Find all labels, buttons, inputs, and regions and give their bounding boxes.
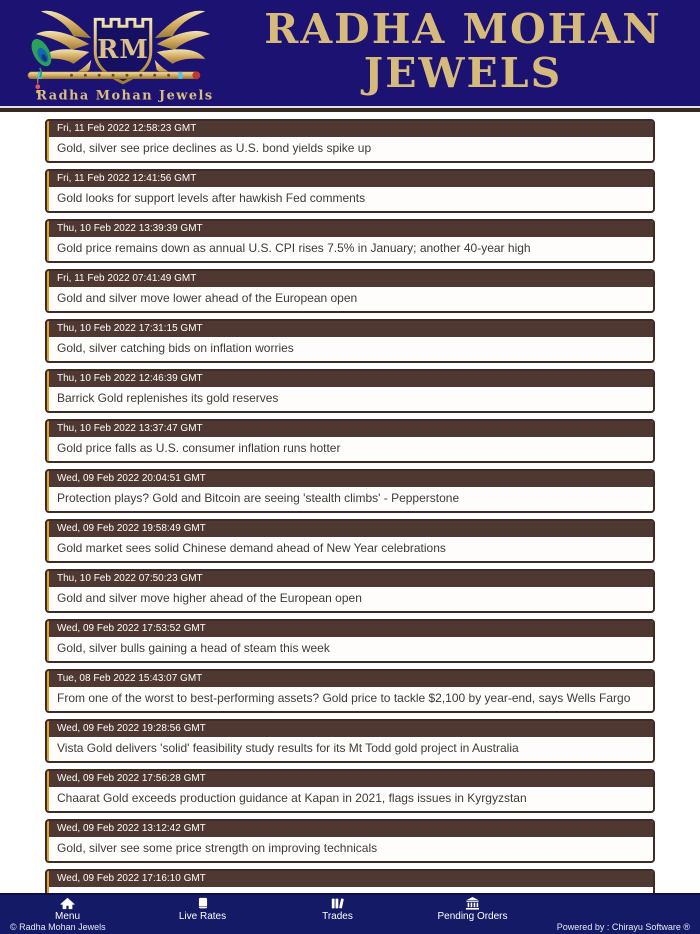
news-date: Tue, 08 Feb 2022 15:43:07 GMT bbox=[47, 671, 653, 687]
news-headline: Chaarat Gold exceeds production guidance at Kapan in 2021, flags issues in Kyrgyzstan bbox=[47, 787, 653, 811]
news-date: Thu, 10 Feb 2022 07:50:23 GMT bbox=[47, 571, 653, 587]
brand-logo bbox=[14, 2, 232, 104]
footer-copyright: © Radha Mohan Jewels bbox=[10, 922, 106, 932]
news-card[interactable] bbox=[45, 619, 655, 663]
logo-monogram: RM bbox=[97, 34, 149, 65]
news-headline: Gold, silver see some price strength on improving technicals bbox=[47, 837, 653, 861]
nav-label-live-rates: Live Rates bbox=[178, 911, 227, 922]
nav-item-pending-orders[interactable] bbox=[405, 895, 540, 922]
brand-title-line2: JEWELS bbox=[363, 49, 563, 97]
news-date: Wed, 09 Feb 2022 17:56:28 GMT bbox=[47, 771, 653, 787]
news-card[interactable] bbox=[45, 169, 655, 213]
news-headline: Gold, silver catching bids on inflation worries bbox=[47, 337, 653, 361]
bottom-nav-items bbox=[0, 895, 540, 922]
news-headline: From one of the worst to best-performing assets? Gold price to tackle $2,100 by year-end, says Wells Fargo bbox=[47, 687, 653, 711]
news-card[interactable] bbox=[45, 819, 655, 863]
news-date: Wed, 09 Feb 2022 19:28:56 GMT bbox=[47, 721, 653, 737]
footer-row bbox=[10, 922, 690, 932]
news-list bbox=[0, 112, 700, 913]
brand-title bbox=[232, 7, 700, 95]
news-card[interactable] bbox=[45, 469, 655, 513]
nav-label-trades: Trades bbox=[322, 911, 353, 922]
news-headline: Gold market sees solid Chinese demand ahead of New Year celebrations bbox=[47, 537, 653, 561]
news-headline: Protection plays? Gold and Bitcoin are seeing 'stealth climbs' - Pepperstone bbox=[47, 487, 653, 511]
footer-powered-by: Powered by : Chirayu Software ® bbox=[556, 922, 690, 932]
news-headline: Gold looks for support levels after hawkish Fed comments bbox=[47, 187, 653, 211]
home-icon bbox=[60, 897, 75, 910]
logo-caption: Radha Mohan Jewels bbox=[36, 88, 214, 104]
news-card[interactable] bbox=[45, 369, 655, 413]
nav-item-trades[interactable] bbox=[270, 895, 405, 922]
news-card[interactable] bbox=[45, 219, 655, 263]
library-books-icon bbox=[330, 897, 345, 910]
news-date: Thu, 10 Feb 2022 13:39:39 GMT bbox=[47, 221, 653, 237]
nav-label-pending-orders: Pending Orders bbox=[437, 911, 508, 922]
news-headline: Barrick Gold replenishes its gold reserves bbox=[47, 387, 653, 411]
news-date: Wed, 09 Feb 2022 17:53:52 GMT bbox=[47, 621, 653, 637]
news-date: Thu, 10 Feb 2022 17:31:15 GMT bbox=[47, 321, 653, 337]
news-headline: Gold, silver bulls gaining a head of steam this week bbox=[47, 637, 653, 661]
bottom-nav bbox=[0, 893, 700, 934]
nav-label-menu: Menu bbox=[54, 911, 80, 922]
news-card[interactable] bbox=[45, 769, 655, 813]
news-card[interactable] bbox=[45, 569, 655, 613]
news-date: Fri, 11 Feb 2022 12:41:56 GMT bbox=[47, 171, 653, 187]
brand-title-line1: RADHA MOHAN bbox=[264, 5, 662, 53]
news-date: Wed, 09 Feb 2022 17:16:10 GMT bbox=[47, 871, 653, 887]
news-date: Thu, 10 Feb 2022 13:37:47 GMT bbox=[47, 421, 653, 437]
nav-item-menu[interactable] bbox=[0, 895, 135, 922]
news-headline: Gold and silver move higher ahead of the European open bbox=[47, 587, 653, 611]
news-card[interactable] bbox=[45, 119, 655, 163]
news-card[interactable] bbox=[45, 419, 655, 463]
news-card[interactable] bbox=[45, 669, 655, 713]
app-header bbox=[0, 0, 700, 106]
news-date: Thu, 10 Feb 2022 12:46:39 GMT bbox=[47, 371, 653, 387]
nav-item-live-rates[interactable] bbox=[135, 895, 270, 922]
news-card[interactable] bbox=[45, 519, 655, 563]
news-date: Wed, 09 Feb 2022 19:58:49 GMT bbox=[47, 521, 653, 537]
news-date: Fri, 11 Feb 2022 12:58:23 GMT bbox=[47, 121, 653, 137]
book-icon bbox=[196, 897, 210, 910]
news-date: Wed, 09 Feb 2022 13:12:42 GMT bbox=[47, 821, 653, 837]
news-headline: Gold and silver move lower ahead of the European open bbox=[47, 287, 653, 311]
news-headline: Vista Gold delivers 'solid' feasibility study results for its Mt Todd gold project in Australia bbox=[47, 737, 653, 761]
news-card[interactable] bbox=[45, 319, 655, 363]
brand-crest-icon bbox=[14, 2, 232, 104]
news-card[interactable] bbox=[45, 719, 655, 763]
bank-icon bbox=[465, 897, 480, 910]
news-headline: Gold price remains down as annual U.S. CPI rises 7.5% in January; another 40-year high bbox=[47, 237, 653, 261]
news-headline: Gold, silver see price declines as U.S. bond yields spike up bbox=[47, 137, 653, 161]
news-card[interactable] bbox=[45, 269, 655, 313]
news-headline: Gold price falls as U.S. consumer inflation runs hotter bbox=[47, 437, 653, 461]
news-date: Wed, 09 Feb 2022 20:04:51 GMT bbox=[47, 471, 653, 487]
news-date: Fri, 11 Feb 2022 07:41:49 GMT bbox=[47, 271, 653, 287]
